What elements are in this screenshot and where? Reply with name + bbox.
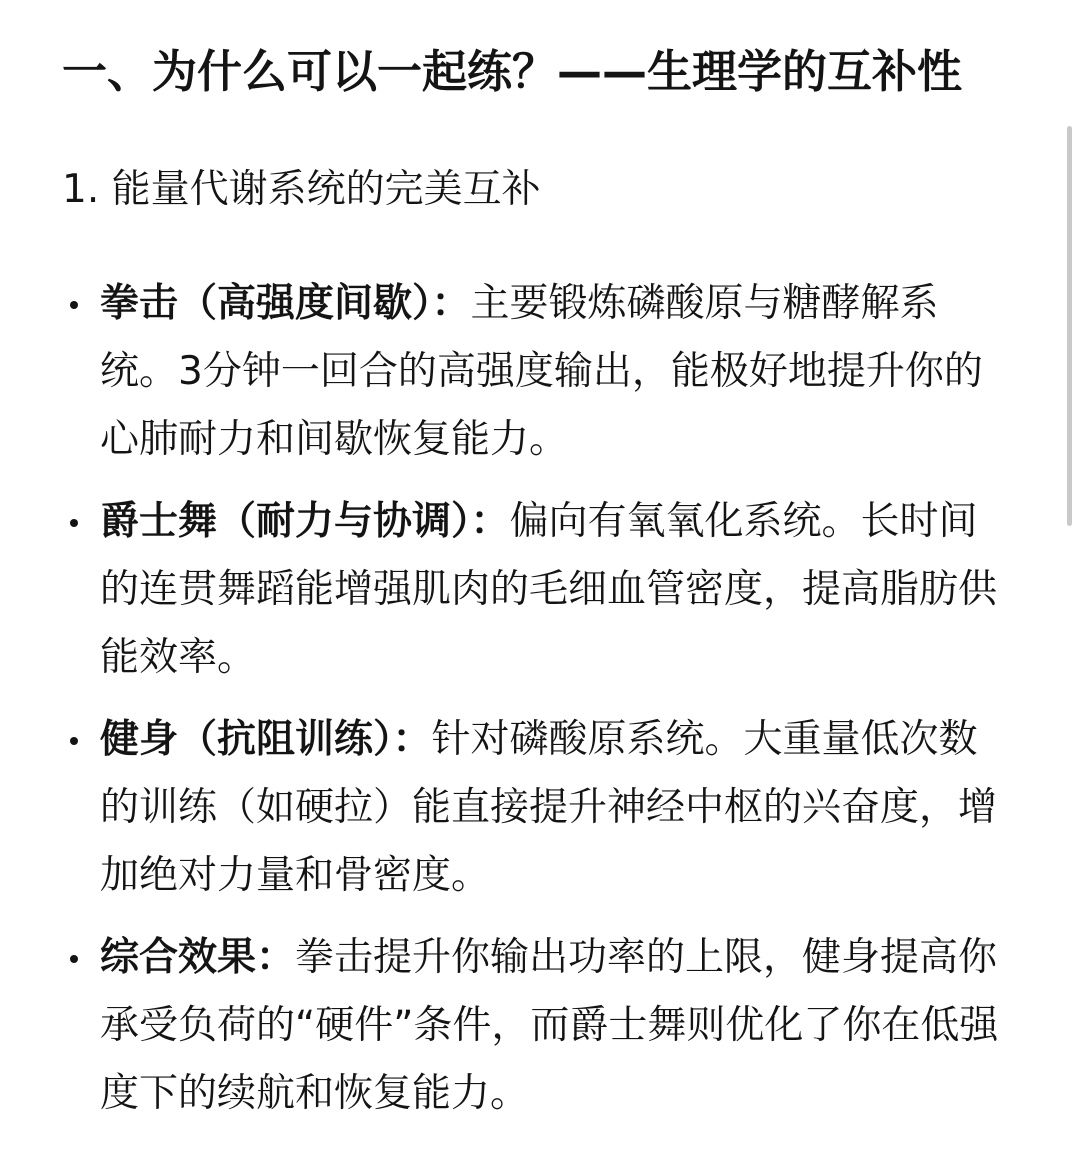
bullet-item-boxing (62, 270, 1000, 474)
bullet-text: 针对磷酸原系统。大重量低次数的训练（如硬拉）能直接提升神经中枢的兴奋度，增加绝对力量和骨密度。 (100, 717, 998, 898)
bullet-label: 健身（抗阻训练）： (100, 717, 432, 762)
subsection-heading: 1. 能量代谢系统的完美互补 (62, 167, 541, 212)
bullet-label: 爵士舞（耐力与协调）： (100, 499, 510, 544)
bullet-label: 综合效果： (100, 935, 296, 980)
bullet-dot-icon (70, 955, 78, 963)
bullet-item-jazz-dance (62, 488, 1000, 692)
bullet-text: 偏向有氧氧化系统。长时间的连贯舞蹈能增强肌肉的毛细血管密度，提高脂肪供能效率。 (100, 499, 998, 680)
bullet-dot-icon (70, 301, 78, 309)
bullet-text: 拳击提升你输出功率的上限，健身提高你承受负荷的“硬件”条件，而爵士舞则优化了你在低强度下的续航和恢复能力。 (100, 935, 999, 1116)
bullet-dot-icon (70, 737, 78, 745)
bullet-text: 主要锻炼磷酸原与糖酵解系统。3分钟一回合的高强度输出，能极好地提升你的心肺耐力和间歇恢复能力。 (100, 281, 983, 462)
section-heading: 一、为什么可以一起练？——生理学的互补性 (62, 45, 963, 98)
bullet-item-combined-effect (62, 924, 1000, 1128)
bullet-item-fitness (62, 706, 1000, 910)
bullet-list (62, 270, 1022, 1142)
scrollbar-thumb[interactable] (1067, 126, 1072, 526)
bullet-dot-icon (70, 519, 78, 527)
bullet-label: 拳击（高强度间歇）： (100, 281, 471, 326)
